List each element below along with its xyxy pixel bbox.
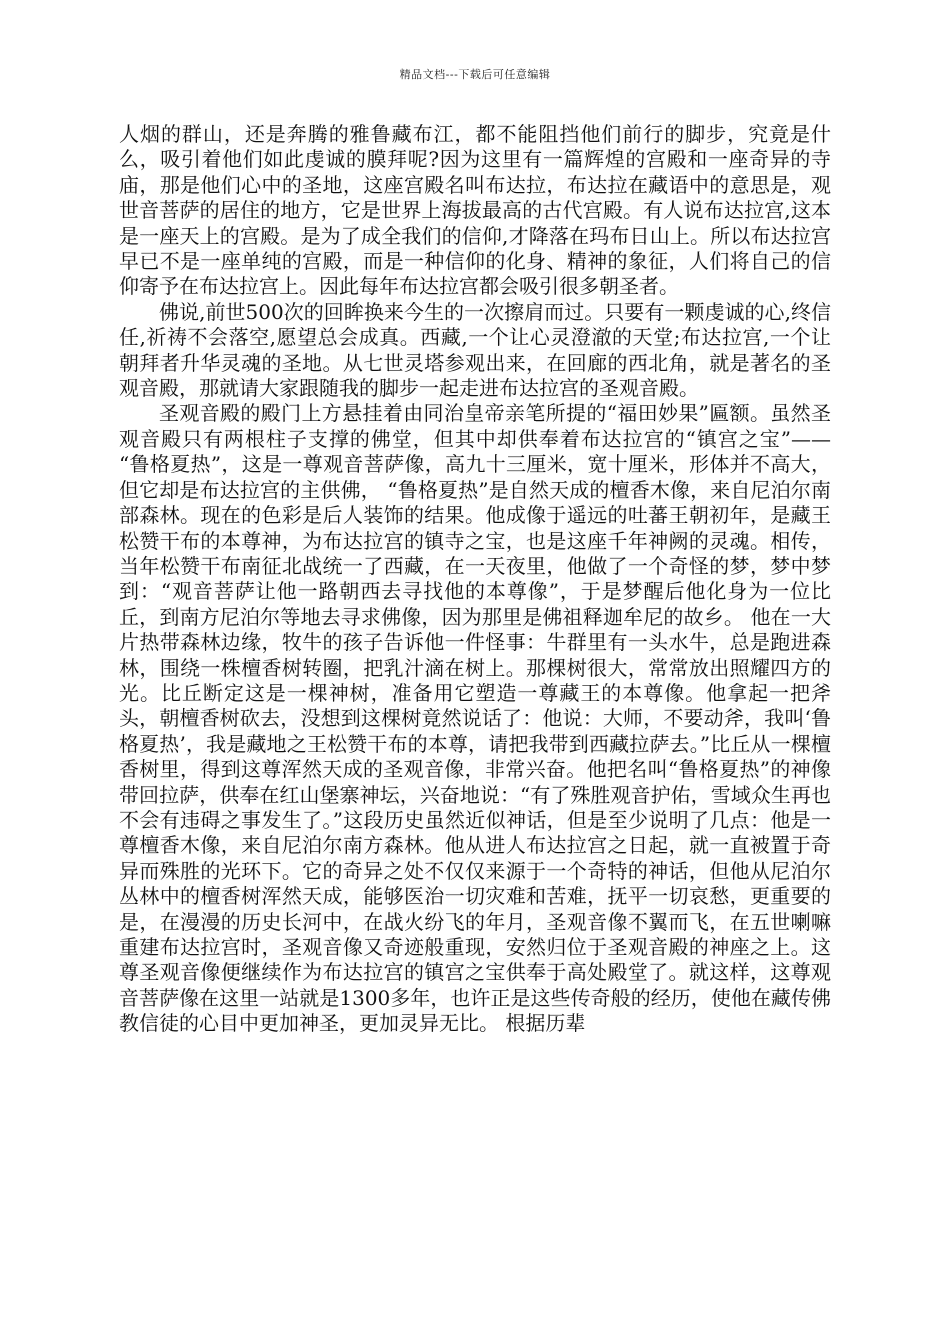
paragraph-2: 佛说,前世500次的回眸换来今生的一次擦肩而过。只要有一颗虔诚的心,终信任,祈祷不会落空,愿望总会成真。西藏,一个让心灵澄澈的天堂;布达拉宫,一个让朝拜者升华灵魂的圣地。从七世灵塔参观出来，在回廊的西北角，就是著名的圣观音殿，那就请大家跟随我的脚步一起走进布达拉宫的圣观音殿。 <box>119 299 831 401</box>
paragraph-3: 圣观音殿的殿门上方悬挂着由同治皇帝亲笔所提的“福田妙果”匾额。虽然圣观音殿只有两根柱子支撑的佛堂，但其中却供奉着布达拉宫的“镇宫之宝”—— “鲁格夏热”，这是一尊观音菩萨像，高九十三厘米，宽十厘米，形体并不高大，但它却是布达拉宫的主供佛， “鲁格夏热”是自然天成的檀香木像，来自尼泊尔南部森林。现在的色彩是后人装饰的结果。他成像于遥远的吐蕃王朝初年，是藏王松赞干布的本尊神，为布达拉宫的镇寺之宝，也是这座千年神阙的灵魂。相传，当年松赞干布南征北战统一了西藏，在一天夜里，他做了一个奇怪的梦，梦中梦到：“观音菩萨让他一路朝西去寻找他的本尊像”，于是梦醒后他化身为一位比丘，到南方尼泊尔等地去寻求佛像，因为那里是佛祖释迦牟尼的故乡。 他在一大片热带森林边缘，牧牛的孩子告诉他一件怪事：牛群里有一头水牛，总是跑进森林，围绕一株檀香树转圈，把乳汁滴在树上。那棵树很大，常常放出照耀四方的光。比丘断定这是一棵神树，准备用它塑造一尊藏王的本尊像。他拿起一把斧头，朝檀香树砍去，没想到这棵树竟然说话了：他说：大师，不要动斧，我叫‘鲁格夏热’，我是藏地之王松赞干布的本尊，请把我带到西藏拉萨去。”比丘从一棵檀香树里，得到这尊浑然天成的圣观音像，非常兴奋。他把名叫“鲁格夏热”的神像带回拉萨，供奉在红山堡寨神坛，兴奋地说：“有了殊胜观音护佑，雪域众生再也不会有违碍之事发生了。”这段历史虽然近似神话，但是至少说明了几点：他是一尊檀香木像，来自尼泊尔南方森林。他从进人布达拉宫之日起，就一直被置于奇异而殊胜的光环下。它的奇异之处不仅仅来源于一个奇特的神话，但他从尼泊尔丛林中的檀香树浑然天成，能够医治一切灾难和苦难，抚平一切哀愁，更重要的是，在漫漫的历史长河中，在战火纷飞的年月，圣观音像不翼而飞，在五世喇嘛重建布达拉宫时，圣观音像又奇迹般重现，安然归位于圣观音殿的神座之上。这尊圣观音像便继续作为布达拉宫的镇宫之宝供奉于高处殿堂了。就这样，这尊观音菩萨像在这里一站就是1300多年，也许正是这些传奇般的经历，使他在藏传佛教信徒的心目中更加神圣，更加灵异无比。 根据历辈 <box>119 401 831 1036</box>
paragraph-1: 人烟的群山，还是奔腾的雅鲁藏布江，都不能阻挡他们前行的脚步，究竟是什么，吸引着他们如此虔诚的膜拜呢?因为这里有一篇辉煌的宫殿和一座奇异的寺庙，那是他们心中的圣地，这座宫殿名叫布达拉，布达拉在藏语中的意思是，观世音菩萨的居住的地方，它是世界上海拔最高的古代宫殿。有人说布达拉宫,这本是一座天上的宫殿。是为了成全我们的信仰,才降落在玛布日山上。所以布达拉宫早已不是一座单纯的宫殿，而是一种信仰的化身、精神的象征，人们将自己的信仰寄予在布达拉宫上。因此每年布达拉宫都会吸引很多朝圣者。 <box>119 122 831 299</box>
document-body <box>119 122 831 1037</box>
page-header: 精品文档---下载后可任意编辑 <box>399 68 551 81</box>
